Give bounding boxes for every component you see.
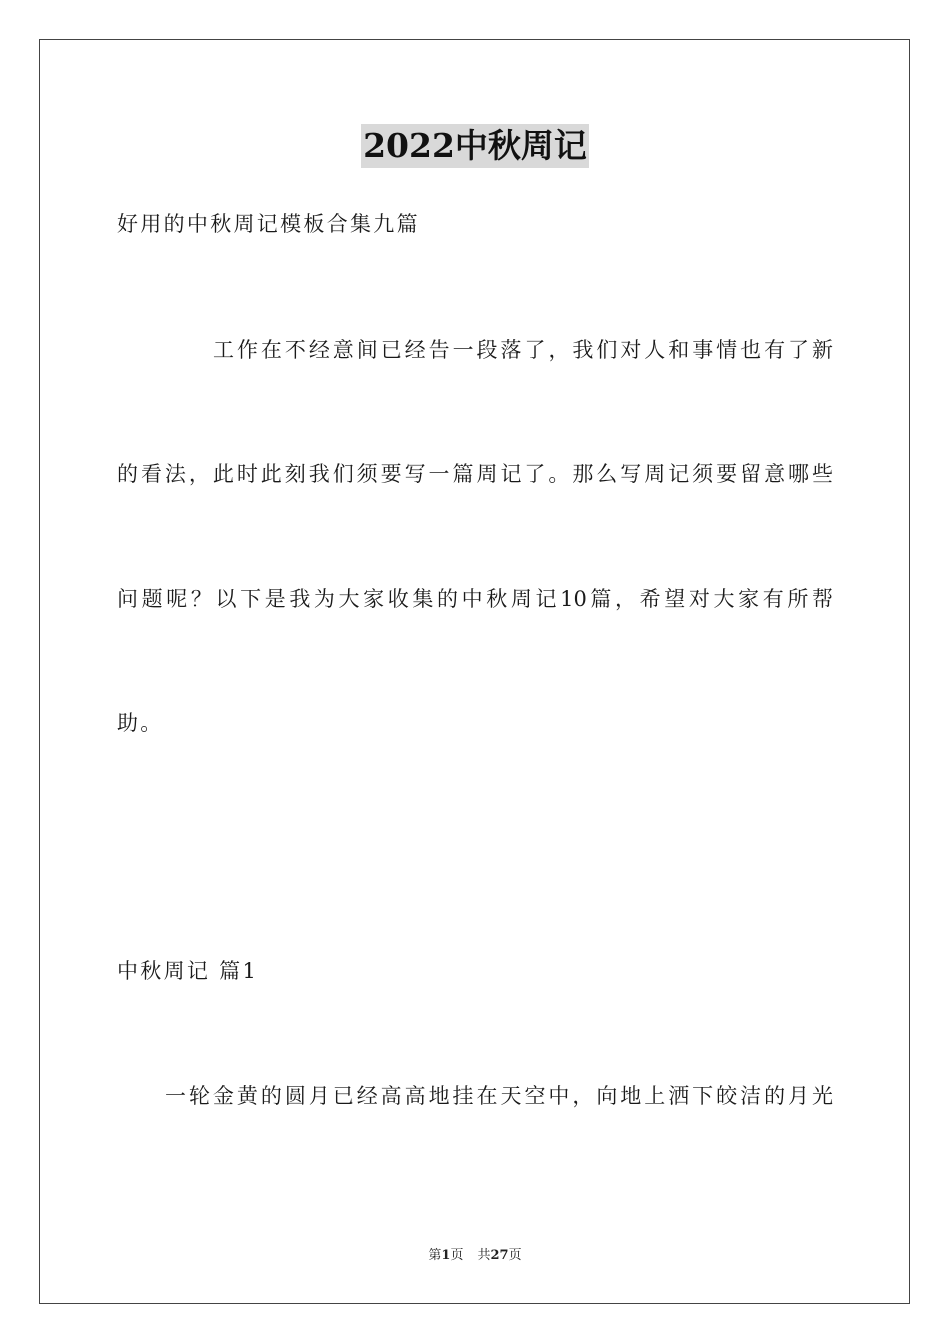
intro-line-2: 的看法，此时此刻我们须要写一篇周记了。那么写周记须要留意哪些 bbox=[117, 462, 833, 486]
document-title: 2022中秋周记 bbox=[361, 124, 589, 168]
intro-line-3: 问题呢？以下是我为大家收集的中秋周记10篇，希望对大家有所帮 bbox=[117, 587, 833, 611]
footer-total-prefix: 共 bbox=[477, 1248, 491, 1263]
intro-line-1: 工作在不经意间已经告一段落了，我们对人和事情也有了新 bbox=[213, 338, 833, 362]
section-line-1: 一轮金黄的圆月已经高高地挂在天空中，向地上洒下皎洁的月光 bbox=[165, 1084, 833, 1108]
section-heading: 中秋周记 篇1 bbox=[117, 959, 259, 983]
title-container bbox=[0, 124, 950, 168]
footer-total-unit: 页 bbox=[508, 1248, 522, 1263]
page-footer bbox=[0, 1247, 950, 1265]
footer-total-pages: 27 bbox=[490, 1248, 509, 1263]
footer-page-unit: 页 bbox=[450, 1248, 464, 1263]
document-subtitle: 好用的中秋周记模板合集九篇 bbox=[117, 212, 420, 236]
intro-line-4: 助。 bbox=[117, 711, 164, 735]
footer-page-prefix: 第 bbox=[428, 1248, 442, 1263]
footer-page-number: 1 bbox=[441, 1248, 451, 1263]
